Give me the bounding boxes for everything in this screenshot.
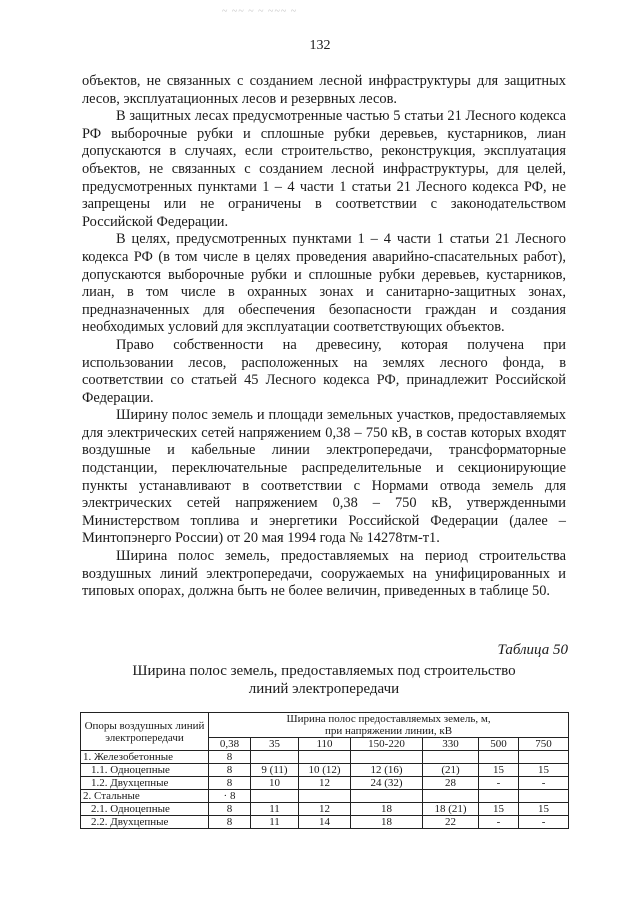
table-cell: - [479,816,519,829]
voltage-header-5: 330 [423,738,479,751]
table-row [81,803,569,816]
table-cell: 8 [209,803,251,816]
table-cell: 9 (11) [251,764,299,777]
table-cell [251,751,299,764]
table-cell: 12 [299,777,351,790]
voltage-header-7: 750 [519,738,569,751]
table-cell: 8 [209,764,251,777]
table-row [81,751,569,764]
row-label: 1. Железобетонные [81,751,209,764]
paragraph-5: Ширину полос земель и площади земельных участков, предоставляемых для электрических сетей напряжением 0,38 – 750 кВ, в состав которых входят воздушные и кабельные линии электропередачи, трансформаторные подстанции, переключательные распределительные и секционирующие пункты устанавливают в соответствии с Нормами отвода земель для электрических сетей напряжением 0,38 – 750 кВ, утвержденными Министерством топлива и энергетики Российской Федерации (далее – Минтопэнерго России) от 20 мая 1994 года № 14278тм-т1. [82,407,566,547]
row-label: 2.1. Одноцепные [81,803,209,816]
paragraph-1: объектов, не связанных с созданием лесной инфраструктуры для защитных лесов, эксплуатационных лесов и резервных лесов. [82,73,566,107]
support-type-header: Опоры воздушных линий электропередачи [81,713,209,751]
table-row [81,777,569,790]
table-cell: 15 [519,764,569,777]
table-row [81,790,569,803]
table-row [81,816,569,829]
table-cell: 18 [351,816,423,829]
table-cell: 12 [299,803,351,816]
row-label: 1.2. Двухцепные [81,777,209,790]
table-caption [82,662,566,698]
table-cell [351,751,423,764]
table-cell [519,751,569,764]
table-body [81,751,569,829]
table-cell: 15 [479,803,519,816]
table-cell: 24 (32) [351,777,423,790]
table-cell: (21) [423,764,479,777]
table-cell: 18 (21) [423,803,479,816]
table-cell: - [519,816,569,829]
table-cell: 15 [479,764,519,777]
table-cell [479,751,519,764]
table-cell: 12 (16) [351,764,423,777]
table-cell: 28 [423,777,479,790]
land-width-table [80,712,569,829]
table-row [81,764,569,777]
table-cell [479,790,519,803]
table-cell: 8 [209,751,251,764]
table-cell: 10 [251,777,299,790]
table-cell [423,751,479,764]
voltage-header-4: 150-220 [351,738,423,751]
voltage-group-header-line-2: при напряжении линии, кВ [325,725,453,737]
body-text [82,73,566,601]
voltage-header-3: 110 [299,738,351,751]
page-number: 132 [309,38,331,53]
table-cell: 14 [299,816,351,829]
table-cell: 8 [209,777,251,790]
paragraph-4: Право собственности на древесину, которая получена при использовании лесов, расположенных на землях лесного фонда, в соответствии со статьей 45 Лесного кодекса РФ, принадлежит Российской Федерации. [82,336,566,406]
table-caption-line-2: линий электропередачи [248,681,400,697]
table-cell [299,790,351,803]
table-cell: · 8 [209,790,251,803]
row-label: 2.2. Двухцепные [81,816,209,829]
table-cell: 8 [209,816,251,829]
table-caption-line-1: Ширина полос земель, предоставляемых под строительство [132,663,516,679]
table-cell: 22 [423,816,479,829]
row-label: 2. Стальные [81,790,209,803]
voltage-header-6: 500 [479,738,519,751]
voltage-group-header-line-1: Ширина полос предоставляемых земель, м, [286,713,491,725]
paragraph-2: В защитных лесах предусмотренные частью 5 статьи 21 Лесного кодекса РФ выборочные рубки и сплошные рубки деревьев, кустарников, лиан допускаются в случаях, если строительство, реконструкция, эксплуатация объектов, не связанных с созданием лесной инфраструктуры, для целей, предусмотренных пунктами 1 – 4 части 1 статьи 21 Лесного кодекса РФ, не запрещены или не ограничены в соответствии с законодательством Российской Федерации. [82,108,566,230]
table-cell: - [519,777,569,790]
scan-artifact: ~ ~~ ~ ~ ~~~ ~ [222,6,298,17]
row-label: 1.1. Одноцепные [81,764,209,777]
table-label: Таблица 50 [497,642,568,658]
voltage-header-2: 35 [251,738,299,751]
table-cell: 10 (12) [299,764,351,777]
voltage-header-1: 0,38 [209,738,251,751]
table-cell [519,790,569,803]
voltage-group-header [209,713,569,738]
table-cell [423,790,479,803]
table-cell: 11 [251,816,299,829]
table-cell [299,751,351,764]
table-cell: - [479,777,519,790]
paragraph-3: В целях, предусмотренных пунктами 1 – 4 части 1 статьи 21 Лесного кодекса РФ (в том числе в целях проведения аварийно-спасательных работ), допускаются выборочные рубки и сплошные рубки деревьев, кустарников, лиан, в том числе в охранных зонах и санитарно-защитных зонах, предназначенных для обеспечения безопасности граждан и создания необходимых условий для эксплуатации соответствующих объектов. [82,231,566,336]
table-cell [251,790,299,803]
table-cell [351,790,423,803]
table-cell: 18 [351,803,423,816]
table-cell: 11 [251,803,299,816]
table-cell: 15 [519,803,569,816]
paragraph-6: Ширина полос земель, предоставляемых на период строительства воздушных линий электропередачи, сооружаемых на унифицированных и типовых опорах, должна быть не более величин, приведенных в таблице 50. [82,548,566,600]
